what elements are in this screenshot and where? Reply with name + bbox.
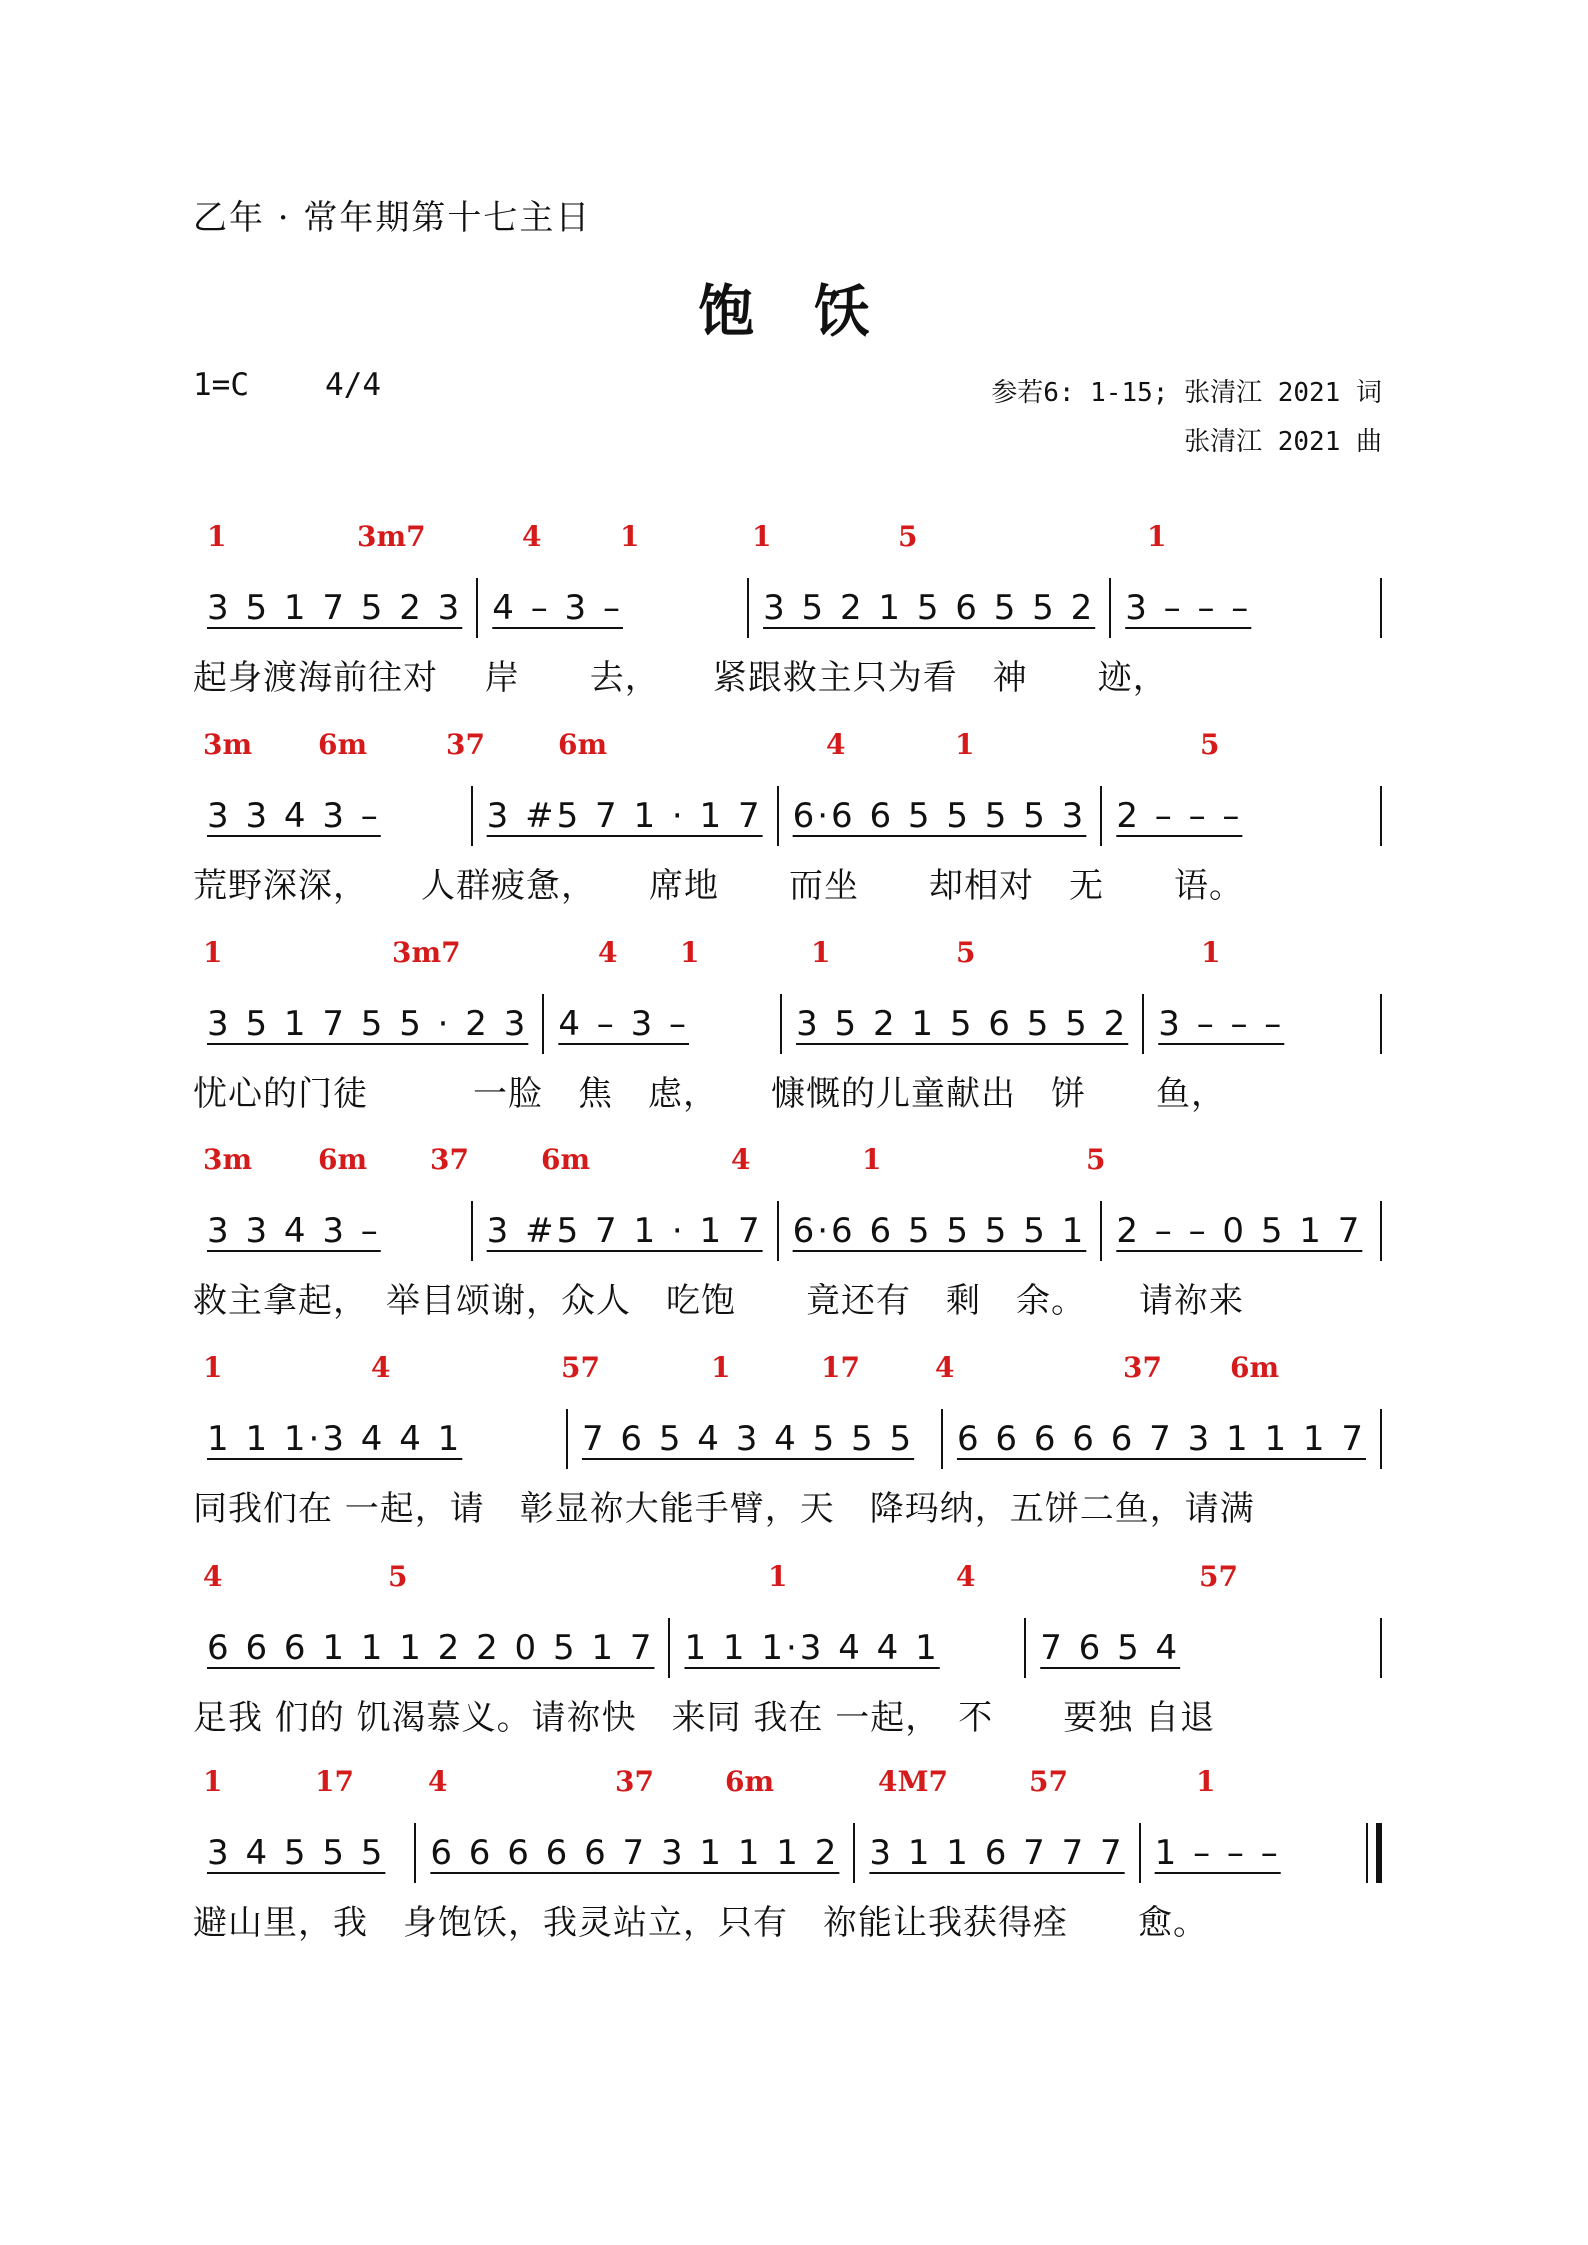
- score-row: [0, 936, 1588, 1126]
- chord-symbol: 3m: [203, 728, 253, 761]
- notation-line: [193, 1817, 1382, 1883]
- chord-symbol: 17: [821, 1351, 860, 1384]
- measure-notes: 1 1 1·3 4 4 1: [684, 1628, 940, 1668]
- measure: [542, 994, 780, 1054]
- chord-symbol: 5: [388, 1560, 408, 1593]
- chord-symbol: 1: [811, 936, 831, 969]
- measure: [476, 578, 747, 638]
- measure: [193, 578, 476, 638]
- measure: [471, 786, 777, 846]
- measure: [777, 1201, 1101, 1261]
- measure-notes: 6 6 6 6 6 7 3 1 1 1 7: [956, 1419, 1366, 1459]
- measure-notes: 2 – – –: [1116, 796, 1243, 836]
- lyrics-line: 同我们在 一起，请 彰显祢大能手臂，天 降玛纳，五饼二鱼，请满: [193, 1489, 1255, 1529]
- chord-symbol: 17: [315, 1765, 354, 1798]
- measure: [193, 786, 471, 846]
- measure: [193, 1409, 566, 1469]
- notation-line: [193, 988, 1382, 1054]
- measure-notes: 4 – 3 –: [492, 588, 623, 628]
- measure-notes: 1 1 1·3 4 4 1: [207, 1419, 463, 1459]
- chord-symbol: 4: [826, 728, 846, 761]
- chord-symbol: 1: [752, 520, 772, 553]
- notation-line: [193, 1195, 1382, 1261]
- measure-notes: 3 5 2 1 5 6 5 5 2: [796, 1004, 1129, 1044]
- chord-line: [0, 936, 1588, 976]
- measure: [193, 1618, 668, 1678]
- chord-symbol: 6m: [1230, 1351, 1280, 1384]
- score-row: [0, 1560, 1588, 1750]
- lyrics-line: 忧心的门徒 一脸 焦 虑， 慷慨的儿童献出 饼 鱼，: [193, 1074, 1226, 1114]
- barline: [1380, 786, 1382, 846]
- score-row: [0, 1351, 1588, 1541]
- measure-notes: 3 4 5 5 5: [207, 1833, 386, 1873]
- time-signature: 4/4: [325, 367, 381, 403]
- measure: [414, 1823, 853, 1883]
- chord-symbol: 5: [1200, 728, 1220, 761]
- chord-symbol: 4: [203, 1560, 223, 1593]
- barline: [1380, 1201, 1382, 1261]
- chord-symbol: 57: [561, 1351, 600, 1384]
- score-row: [0, 1765, 1588, 1955]
- chord-symbol: 6m: [558, 728, 608, 761]
- chord-symbol: 4: [371, 1351, 391, 1384]
- chord-symbol: 1: [620, 520, 640, 553]
- chord-line: [0, 1560, 1588, 1600]
- measure-notes: 7 6 5 4 3 4 5 5 5: [581, 1419, 915, 1459]
- barline: [1380, 994, 1382, 1054]
- chord-symbol: 4: [428, 1765, 448, 1798]
- notation-line: [193, 780, 1382, 846]
- measure-notes: 6 6 6 6 6 7 3 1 1 1 2: [430, 1833, 840, 1873]
- lyrics-line: 荒野深深， 人群疲惫， 席地 而坐 却相对 无 语。: [193, 866, 1244, 906]
- chord-symbol: 37: [1123, 1351, 1162, 1384]
- lyrics-line: 足我 们的 饥渴慕义。请祢快 来同 我在 一起， 不 要独 自退: [193, 1698, 1216, 1738]
- chord-symbol: 57: [1029, 1765, 1068, 1798]
- chord-symbol: 57: [1199, 1560, 1238, 1593]
- measure-notes: 3 5 1 7 5 5 · 2 3: [207, 1004, 529, 1044]
- measure-notes: 4 – 3 –: [558, 1004, 690, 1044]
- measure-notes: 3 3 4 3 –: [207, 796, 381, 836]
- song-title: 饱 饫: [698, 280, 890, 345]
- chord-symbol: 1: [955, 728, 975, 761]
- measure: [780, 994, 1142, 1054]
- measure: [853, 1823, 1138, 1883]
- score-row: [0, 728, 1588, 918]
- notation-line: [193, 572, 1382, 638]
- chord-symbol: 1: [862, 1143, 882, 1176]
- chord-symbol: 1: [711, 1351, 731, 1384]
- chord-symbol: 5: [1086, 1143, 1106, 1176]
- measure-notes: 6 6 6 1 1 1 2 2 0 5 1 7: [207, 1628, 655, 1668]
- chord-symbol: 4: [935, 1351, 955, 1384]
- measure-notes: 3 – – –: [1125, 588, 1252, 628]
- barline: [1380, 1409, 1382, 1469]
- score-row: [0, 520, 1588, 710]
- chord-symbol: 37: [430, 1143, 469, 1176]
- composer-credit: 张清江 2021 曲: [1184, 427, 1382, 457]
- chord-symbol: 6m: [725, 1765, 775, 1798]
- measure-notes: 3 #5 7 1 · 1 7: [486, 796, 763, 836]
- chord-symbol: 4: [522, 520, 542, 553]
- chord-symbol: 4: [731, 1143, 751, 1176]
- measure-notes: 3 3 4 3 –: [207, 1211, 381, 1251]
- chord-line: [0, 728, 1588, 768]
- chord-line: [0, 1351, 1588, 1391]
- measure-notes: 6·6 6 5 5 5 5 3: [792, 796, 1087, 836]
- measure: [1109, 578, 1380, 638]
- measure: [1139, 1823, 1362, 1883]
- notation-line: [193, 1612, 1382, 1678]
- measure-notes: 3 #5 7 1 · 1 7: [486, 1211, 763, 1251]
- measure: [471, 1201, 777, 1261]
- measure: [193, 994, 542, 1054]
- chord-symbol: 6m: [318, 1143, 368, 1176]
- measure: [1100, 786, 1380, 846]
- measure: [1024, 1618, 1380, 1678]
- measure: [193, 1201, 471, 1261]
- liturgical-occasion: 乙年 · 常年期第十七主日: [193, 198, 592, 238]
- lyrics-line: 起身渡海前往对 岸 去， 紧跟救主只为看 神 迹，: [193, 658, 1168, 698]
- barline: [1380, 578, 1382, 638]
- chord-line: [0, 520, 1588, 560]
- chord-symbol: 1: [203, 1765, 223, 1798]
- measure-notes: 6·6 6 5 5 5 5 1: [792, 1211, 1087, 1251]
- chord-symbol: 1: [680, 936, 700, 969]
- lyrics-line: 避山里，我 身饱饫，我灵站立，只有 祢能让我获得痊 愈。: [193, 1903, 1208, 1943]
- chord-symbol: 4M7: [878, 1765, 948, 1798]
- chord-symbol: 4: [598, 936, 618, 969]
- measure: [777, 786, 1101, 846]
- score-row: [0, 1143, 1588, 1333]
- measure: [941, 1409, 1380, 1469]
- measure-notes: 3 1 1 6 7 7 7: [869, 1833, 1125, 1873]
- chord-symbol: 37: [615, 1765, 654, 1798]
- measure-notes: 3 5 1 7 5 2 3: [207, 588, 463, 628]
- chord-symbol: 1: [203, 936, 223, 969]
- key-signature: 1=C: [193, 367, 249, 403]
- measure: [747, 578, 1109, 638]
- chord-symbol: 6m: [541, 1143, 591, 1176]
- chord-symbol: 3m7: [392, 936, 461, 969]
- measure: [1142, 994, 1380, 1054]
- chord-symbol: 1: [768, 1560, 788, 1593]
- chord-symbol: 3m: [203, 1143, 253, 1176]
- chord-symbol: 5: [898, 520, 918, 553]
- measure: [193, 1823, 414, 1883]
- measure-notes: 1 – – –: [1154, 1833, 1281, 1873]
- final-barline: [1366, 1823, 1382, 1883]
- barline: [1380, 1618, 1382, 1678]
- lyricist-credit: 参若6: 1-15; 张清江 2021 词: [991, 378, 1382, 408]
- chord-line: [0, 1143, 1588, 1183]
- chord-symbol: 5: [956, 936, 976, 969]
- measure-notes: 2 – – 0 5 1 7: [1116, 1211, 1363, 1251]
- chord-symbol: 4: [956, 1560, 976, 1593]
- measure-notes: 3 5 2 1 5 6 5 5 2: [763, 588, 1096, 628]
- chord-symbol: 1: [1147, 520, 1167, 553]
- lyrics-line: 救主拿起， 举目颂谢，众人 吃饱 竟还有 剩 余。 请祢来: [193, 1281, 1244, 1321]
- measure-notes: 3 – – –: [1158, 1004, 1285, 1044]
- chord-symbol: 6m: [318, 728, 368, 761]
- measure: [668, 1618, 1024, 1678]
- chord-line: [0, 1765, 1588, 1805]
- chord-symbol: 1: [207, 520, 227, 553]
- measure: [1100, 1201, 1380, 1261]
- measure: [566, 1409, 941, 1469]
- chord-symbol: 1: [1201, 936, 1221, 969]
- chord-symbol: 1: [1196, 1765, 1216, 1798]
- measure-notes: 7 6 5 4: [1040, 1628, 1181, 1668]
- chord-symbol: 37: [446, 728, 485, 761]
- chord-symbol: 1: [203, 1351, 223, 1384]
- chord-symbol: 3m7: [357, 520, 426, 553]
- notation-line: [193, 1403, 1382, 1469]
